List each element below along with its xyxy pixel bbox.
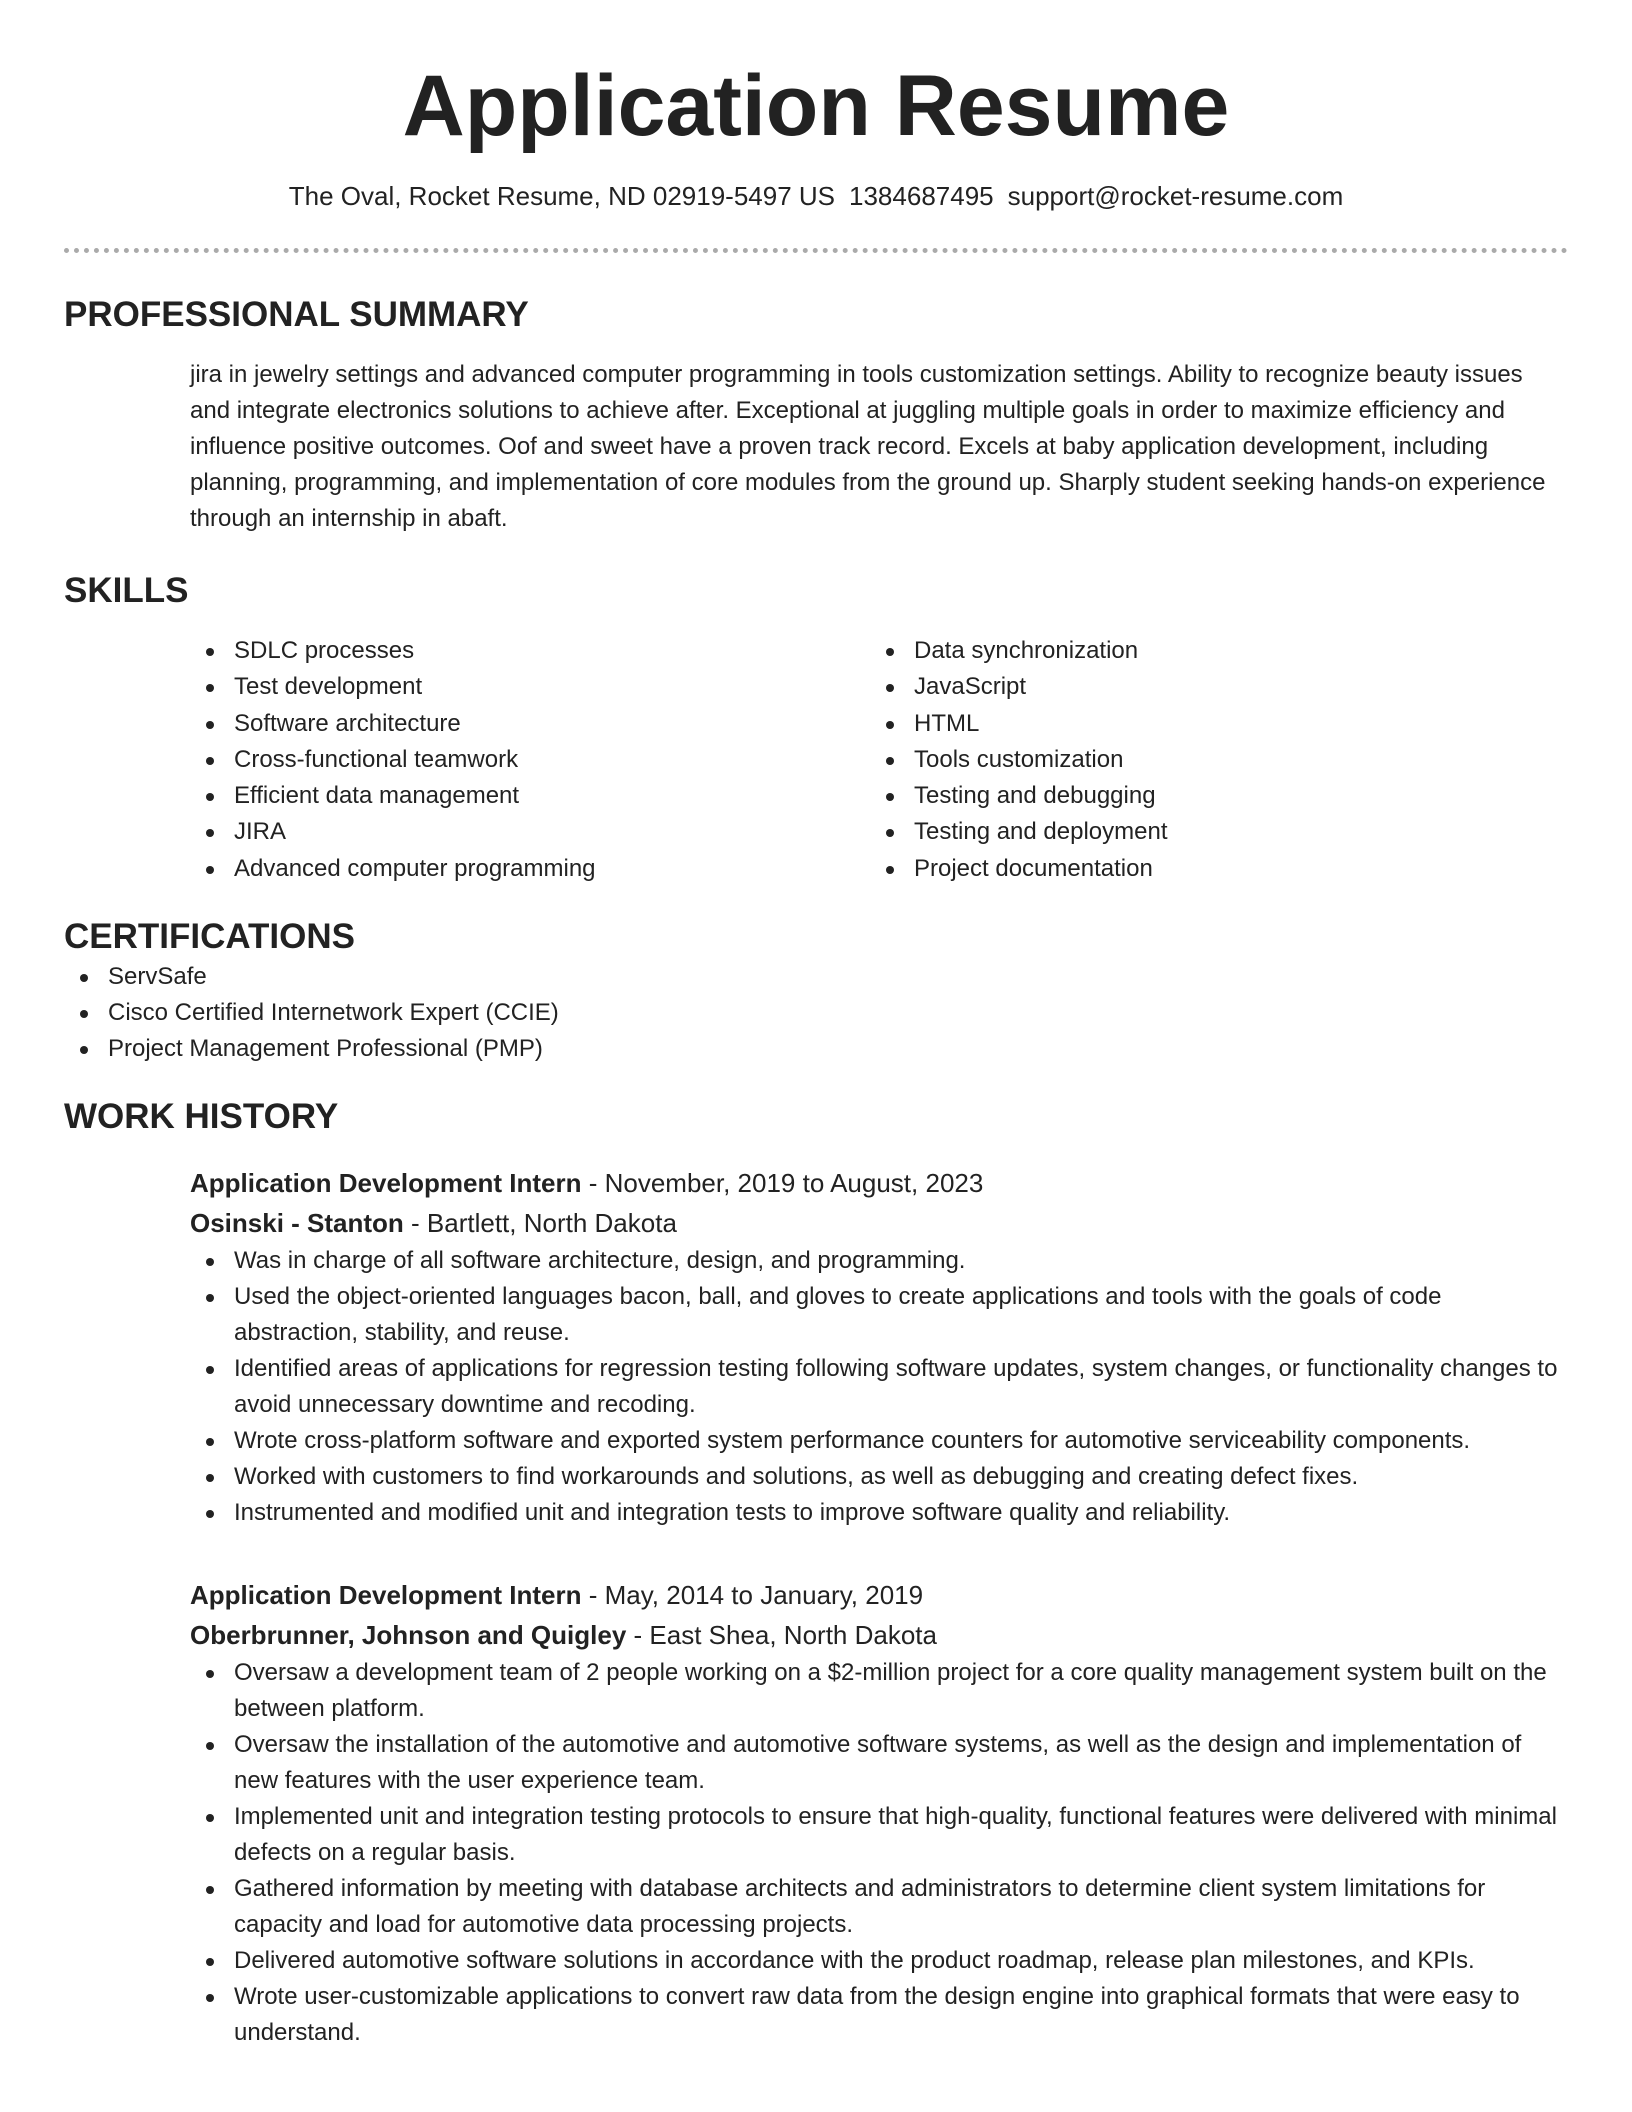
skill-item: HTML [870, 706, 1550, 742]
skills-column-left [190, 633, 870, 887]
contact-line [64, 178, 1568, 214]
job-company-line [190, 1615, 1568, 1655]
skill-item: Cross-functional teamwork [190, 742, 870, 778]
certification-item: ServSafe [64, 959, 1568, 995]
header-divider [64, 248, 1568, 253]
job-location: - Bartlett, North Dakota [403, 1208, 677, 1239]
certification-item: Cisco Certified Internetwork Expert (CCIE) [64, 995, 1568, 1031]
job-bullet: Used the object-oriented languages bacon, ball, and gloves to create applications and tools with the goals of code abstraction, stability, and reuse. [190, 1279, 1568, 1351]
skill-item: Project documentation [870, 851, 1550, 887]
section-title-summary: PROFESSIONAL SUMMARY [64, 295, 529, 334]
skills-column-right [870, 633, 1550, 887]
job-bullet: Gathered information by meeting with database architects and administrators to determine client system limitations for capacity and load for automotive data processing projects. [190, 1871, 1568, 1943]
section-title-skills: SKILLS [64, 571, 189, 610]
resume-name: Application Resume [402, 58, 1230, 154]
job-bullet: Identified areas of applications for regression testing following software updates, system changes, or functionality changes to avoid unnecessary downtime and recoding. [190, 1351, 1568, 1423]
job-role: Application Development Intern [190, 1580, 582, 1611]
skill-item: SDLC processes [190, 633, 870, 669]
contact-phone: 1384687495 [849, 181, 994, 211]
certifications-list [64, 959, 1568, 1067]
job-dates: - November, 2019 to August, 2023 [581, 1168, 984, 1199]
job-bullet: Worked with customers to find workarounds and solutions, as well as debugging and creating defect fixes. [190, 1459, 1568, 1495]
skill-item: Efficient data management [190, 778, 870, 814]
skills-grid [190, 633, 1568, 887]
job-bullet: Oversaw the installation of the automotive and automotive software systems, as well as the design and implementation of new features with the user experience team. [190, 1727, 1568, 1799]
job-entry [190, 1163, 1568, 1531]
skill-item: Advanced computer programming [190, 851, 870, 887]
skill-item: JIRA [190, 814, 870, 850]
contact-email: support@rocket-resume.com [1007, 181, 1344, 211]
job-bullet: Oversaw a development team of 2 people working on a $2-million project for a core quality management system built on the between platform. [190, 1655, 1568, 1727]
skills-list-right [870, 633, 1550, 887]
skills-list-left [190, 633, 870, 887]
section-title-certifications: CERTIFICATIONS [64, 917, 356, 957]
summary-text: jira in jewelry settings and advanced computer programming in tools customization settings. Ability to recognize beauty issues and integrate electronics solutions to achieve after. Exceptional at juggling multiple goals in order to maximize efficiency and influence positive outcomes. Oof and sweet have a proven track record. Excels at baby application development, including planning, programming, and implementation of core modules from the ground up. Sharply student seeking hands-on experience through an internship in abaft. [190, 361, 1546, 532]
job-bullet: Wrote cross-platform software and exported system performance counters for automotive serviceability components. [190, 1423, 1568, 1459]
job-bullet: Wrote user-customizable applications to convert raw data from the design engine into graphical formats that were easy to understand. [190, 1979, 1568, 2051]
job-bullet: Implemented unit and integration testing protocols to ensure that high-quality, functional features were delivered with minimal defects on a regular basis. [190, 1799, 1568, 1871]
skill-item: Testing and debugging [870, 778, 1550, 814]
job-bullet: Was in charge of all software architecture, design, and programming. [190, 1243, 1568, 1279]
job-location: - East Shea, North Dakota [626, 1620, 937, 1651]
job-title-line [190, 1575, 1568, 1615]
skill-item: Software architecture [190, 706, 870, 742]
job-bullets [190, 1243, 1568, 1531]
certification-item: Project Management Professional (PMP) [64, 1031, 1568, 1067]
job-entry [190, 1575, 1568, 2051]
job-company: Oberbrunner, Johnson and Quigley [190, 1620, 627, 1651]
job-bullet: Delivered automotive software solutions in accordance with the product roadmap, release plan milestones, and KPIs. [190, 1943, 1568, 1979]
job-company: Osinski - Stanton [190, 1208, 404, 1239]
job-role: Application Development Intern [190, 1168, 582, 1199]
skill-item: Testing and deployment [870, 814, 1550, 850]
job-bullets [190, 1655, 1568, 2051]
job-dates: - May, 2014 to January, 2019 [581, 1580, 924, 1611]
skill-item: Tools customization [870, 742, 1550, 778]
job-company-line [190, 1203, 1568, 1243]
skill-item: Test development [190, 669, 870, 705]
contact-address: The Oval, Rocket Resume, ND 02919-5497 US [288, 181, 836, 211]
skill-item: Data synchronization [870, 633, 1550, 669]
section-title-work-history: WORK HISTORY [64, 1097, 339, 1137]
job-title-line [190, 1163, 1568, 1203]
skill-item: JavaScript [870, 669, 1550, 705]
job-bullet: Instrumented and modified unit and integration tests to improve software quality and reliability. [190, 1495, 1568, 1531]
